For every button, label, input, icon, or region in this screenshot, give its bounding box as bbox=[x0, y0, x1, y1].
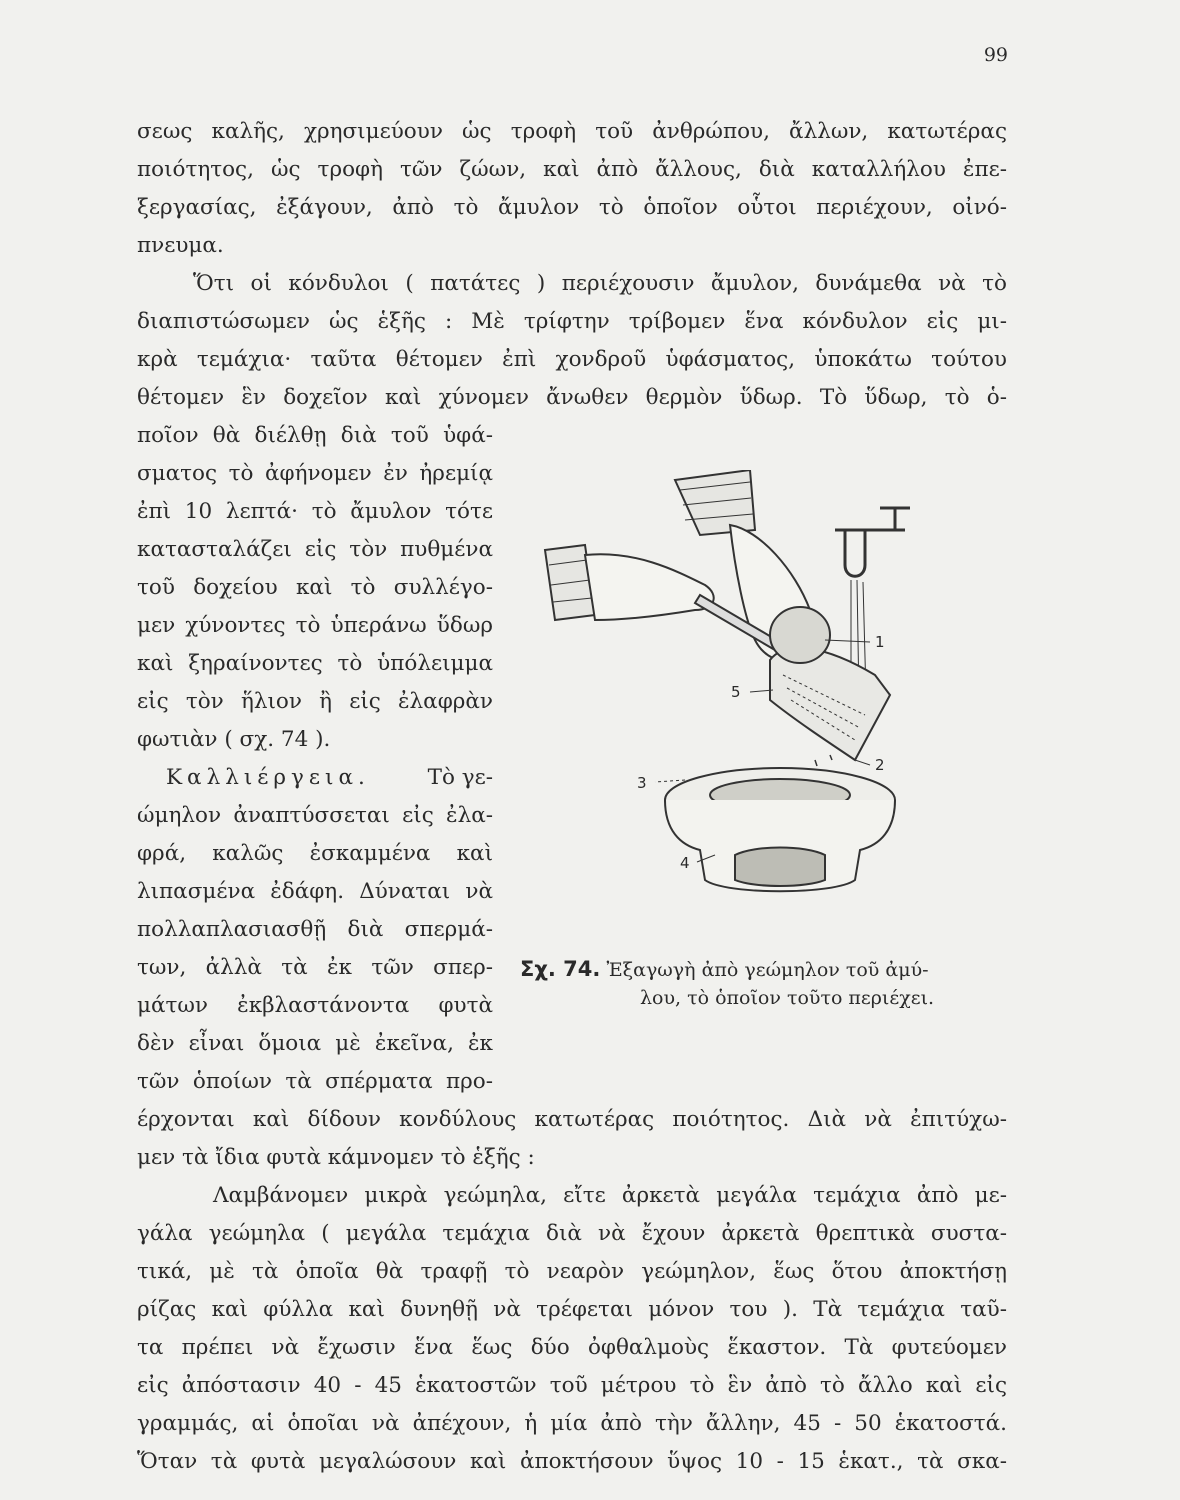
text-line: κρὰ τεμάχια· ταῦτα θέτομεν ἐπὶ χονδροῦ ὑφάσματος, ὑποκάτω τούτου bbox=[137, 347, 1007, 372]
text-line: διαπιστώσωμεν ὡς ἑξῆς : Μὲ τρίφτην τρίβομεν ἕνα κόνδυλον εἰς μι- bbox=[137, 309, 1007, 334]
text-fragment: Τὸ γε- bbox=[427, 765, 493, 790]
text-line: δὲν εἶναι ὅμοια μὲ ἐκεῖνα, ἐκ bbox=[137, 1031, 493, 1056]
text-line: λιπασμένα ἐδάφη. Δύναται νὰ bbox=[137, 879, 493, 904]
figure-caption bbox=[520, 955, 990, 1012]
section-line bbox=[166, 764, 493, 792]
text-line: μεν τὰ ἴδια φυτὰ κάμνομεν τὸ ἑξῆς : bbox=[137, 1145, 535, 1170]
text-line: φρά, καλῶς ἐσκαμμένα καὶ bbox=[137, 841, 493, 866]
text-line: μάτων ἐκβλαστάνοντα φυτὰ bbox=[137, 993, 493, 1018]
left-hand bbox=[585, 554, 714, 620]
text-line: των, ἀλλὰ τὰ ἐκ τῶν σπερ- bbox=[137, 955, 493, 980]
text-line: φωτιὰν ( σχ. 74 ). bbox=[137, 727, 331, 752]
section-heading: Καλλιέργεια. bbox=[166, 765, 370, 790]
grater bbox=[770, 648, 890, 760]
text-line: τῶν ὁποίων τὰ σπέρματα προ- bbox=[137, 1069, 493, 1094]
text-line: ποῖον θὰ διέλθῃ διὰ τοῦ ὑφά- bbox=[137, 423, 493, 448]
caption-label: Σχ. 74. bbox=[520, 957, 601, 981]
text-line: μεν χύνοντες τὸ ὑπεράνω ὕδωρ bbox=[137, 613, 493, 638]
text-line: έρχονται καὶ δίδουν κονδύλους κατωτέρας ποιότητος. Διὰ νὰ ἐπιτύχω- bbox=[137, 1107, 1007, 1132]
figure-label-3: 3 bbox=[637, 774, 647, 792]
text-line: σεως καλῆς, χρησιμεύουν ὡς τροφὴ τοῦ ἀνθρώπου, ἄλλων, κατωτέρας bbox=[137, 119, 1007, 144]
text-line: ποιότητος, ὡς τροφὴ τῶν ζώων, καὶ ἀπὸ ἄλλους, διὰ καταλλήλου ἐπε- bbox=[137, 157, 1007, 182]
text-line: γραμμάς, αἱ ὁποῖαι νὰ ἀπέχουν, ἡ μία ἀπὸ τὴν ἄλλην, 45 - 50 ἑκατοστά. bbox=[137, 1411, 1007, 1436]
figure-label-2: 2 bbox=[875, 756, 885, 774]
grating-illustration bbox=[525, 470, 935, 910]
text-line: τοῦ δοχείου καὶ τὸ συλλέγο- bbox=[137, 575, 493, 600]
figure-label-4: 4 bbox=[680, 854, 690, 872]
text-line: ρίζας καὶ φύλλα καὶ δυνηθῇ νὰ τρέφεται μόνον του ). Τὰ τεμάχια ταῦ- bbox=[137, 1297, 1007, 1322]
figure-label-5: 5 bbox=[731, 683, 741, 701]
text-line: καὶ ξηραίνοντες τὸ ὑπόλειμμα bbox=[137, 651, 493, 676]
potato bbox=[770, 607, 830, 663]
text-line: τικά, μὲ τὰ ὁποῖα θὰ τραφῇ τὸ νεαρὸν γεώμηλον, ἕως ὅτου ἀποκτήσῃ bbox=[137, 1259, 1007, 1284]
text-line: γάλα γεώμηλα ( μεγάλα τεμάχια διὰ νὰ ἔχουν ἀρκετὰ θρεπτικὰ συστα- bbox=[137, 1221, 1007, 1246]
tap-icon bbox=[835, 530, 905, 576]
text-line: τα πρέπει νὰ ἔχωσιν ἕνα ἕως δύο ὀφθαλμοὺς ἕκαστον. Τὰ φυτεύομεν bbox=[137, 1335, 1007, 1360]
text-line: Ὅτι οἱ κόνδυλοι ( πατάτες ) περιέχουσιν ἄμυλον, δυνάμεθα νὰ τὸ bbox=[193, 271, 1007, 296]
figure-74-illustration bbox=[525, 470, 935, 910]
text-line: Ὅταν τὰ φυτὰ μεγαλώσουν καὶ ἀποκτήσουν ὕψος 10 - 15 ἑκατ., τὰ σκα- bbox=[137, 1449, 1007, 1474]
page-number: 99 bbox=[983, 44, 1008, 66]
text-line: ξεργασίας, ἐξάγουν, ἀπὸ τὸ ἄμυλον τὸ ὁποῖον οὗτοι περιέχουν, οἰνό- bbox=[137, 195, 1007, 220]
figure-label-1: 1 bbox=[875, 633, 885, 651]
text-line: εἰς τὸν ἥλιον ἢ εἰς ἐλαφρὰν bbox=[137, 689, 493, 714]
right-sleeve bbox=[675, 470, 755, 535]
text-line: πνευμα. bbox=[137, 233, 224, 258]
text-line: θέτομεν ἓν δοχεῖον καὶ χύνομεν ἄνωθεν θερμὸν ὕδωρ. Τὸ ὕδωρ, τὸ ὁ- bbox=[137, 385, 1007, 410]
text-line: κατασταλάζει εἰς τὸν πυθμένα bbox=[137, 537, 493, 562]
caption-line-1: Ἐξαγωγὴ ἀπὸ γεώμηλον τοῦ ἀμύ- bbox=[606, 959, 929, 981]
text-line: πολλαπλασιασθῇ διὰ σπερμά- bbox=[137, 917, 493, 942]
text-line: Λαμβάνομεν μικρὰ γεώμηλα, εἴτε ἀρκετὰ μεγάλα τεμάχια ἀπὸ με- bbox=[213, 1183, 1007, 1208]
text-line: εἰς ἀπόστασιν 40 - 45 ἑκατοστῶν τοῦ μέτρου τὸ ἓν ἀπὸ τὸ ἄλλο καὶ εἰς bbox=[137, 1373, 1007, 1398]
text-line: ώμηλον ἀναπτύσσεται εἰς ἐλα- bbox=[137, 803, 493, 828]
caption-line-2: λου, τὸ ὁποῖον τοῦτο περιέχει. bbox=[640, 987, 935, 1009]
text-line: σματος τὸ ἀφήνομεν ἐν ἠρεμίᾳ bbox=[137, 461, 493, 486]
text-line: ἐπὶ 10 λεπτά· τὸ ἄμυλον τότε bbox=[137, 499, 493, 524]
